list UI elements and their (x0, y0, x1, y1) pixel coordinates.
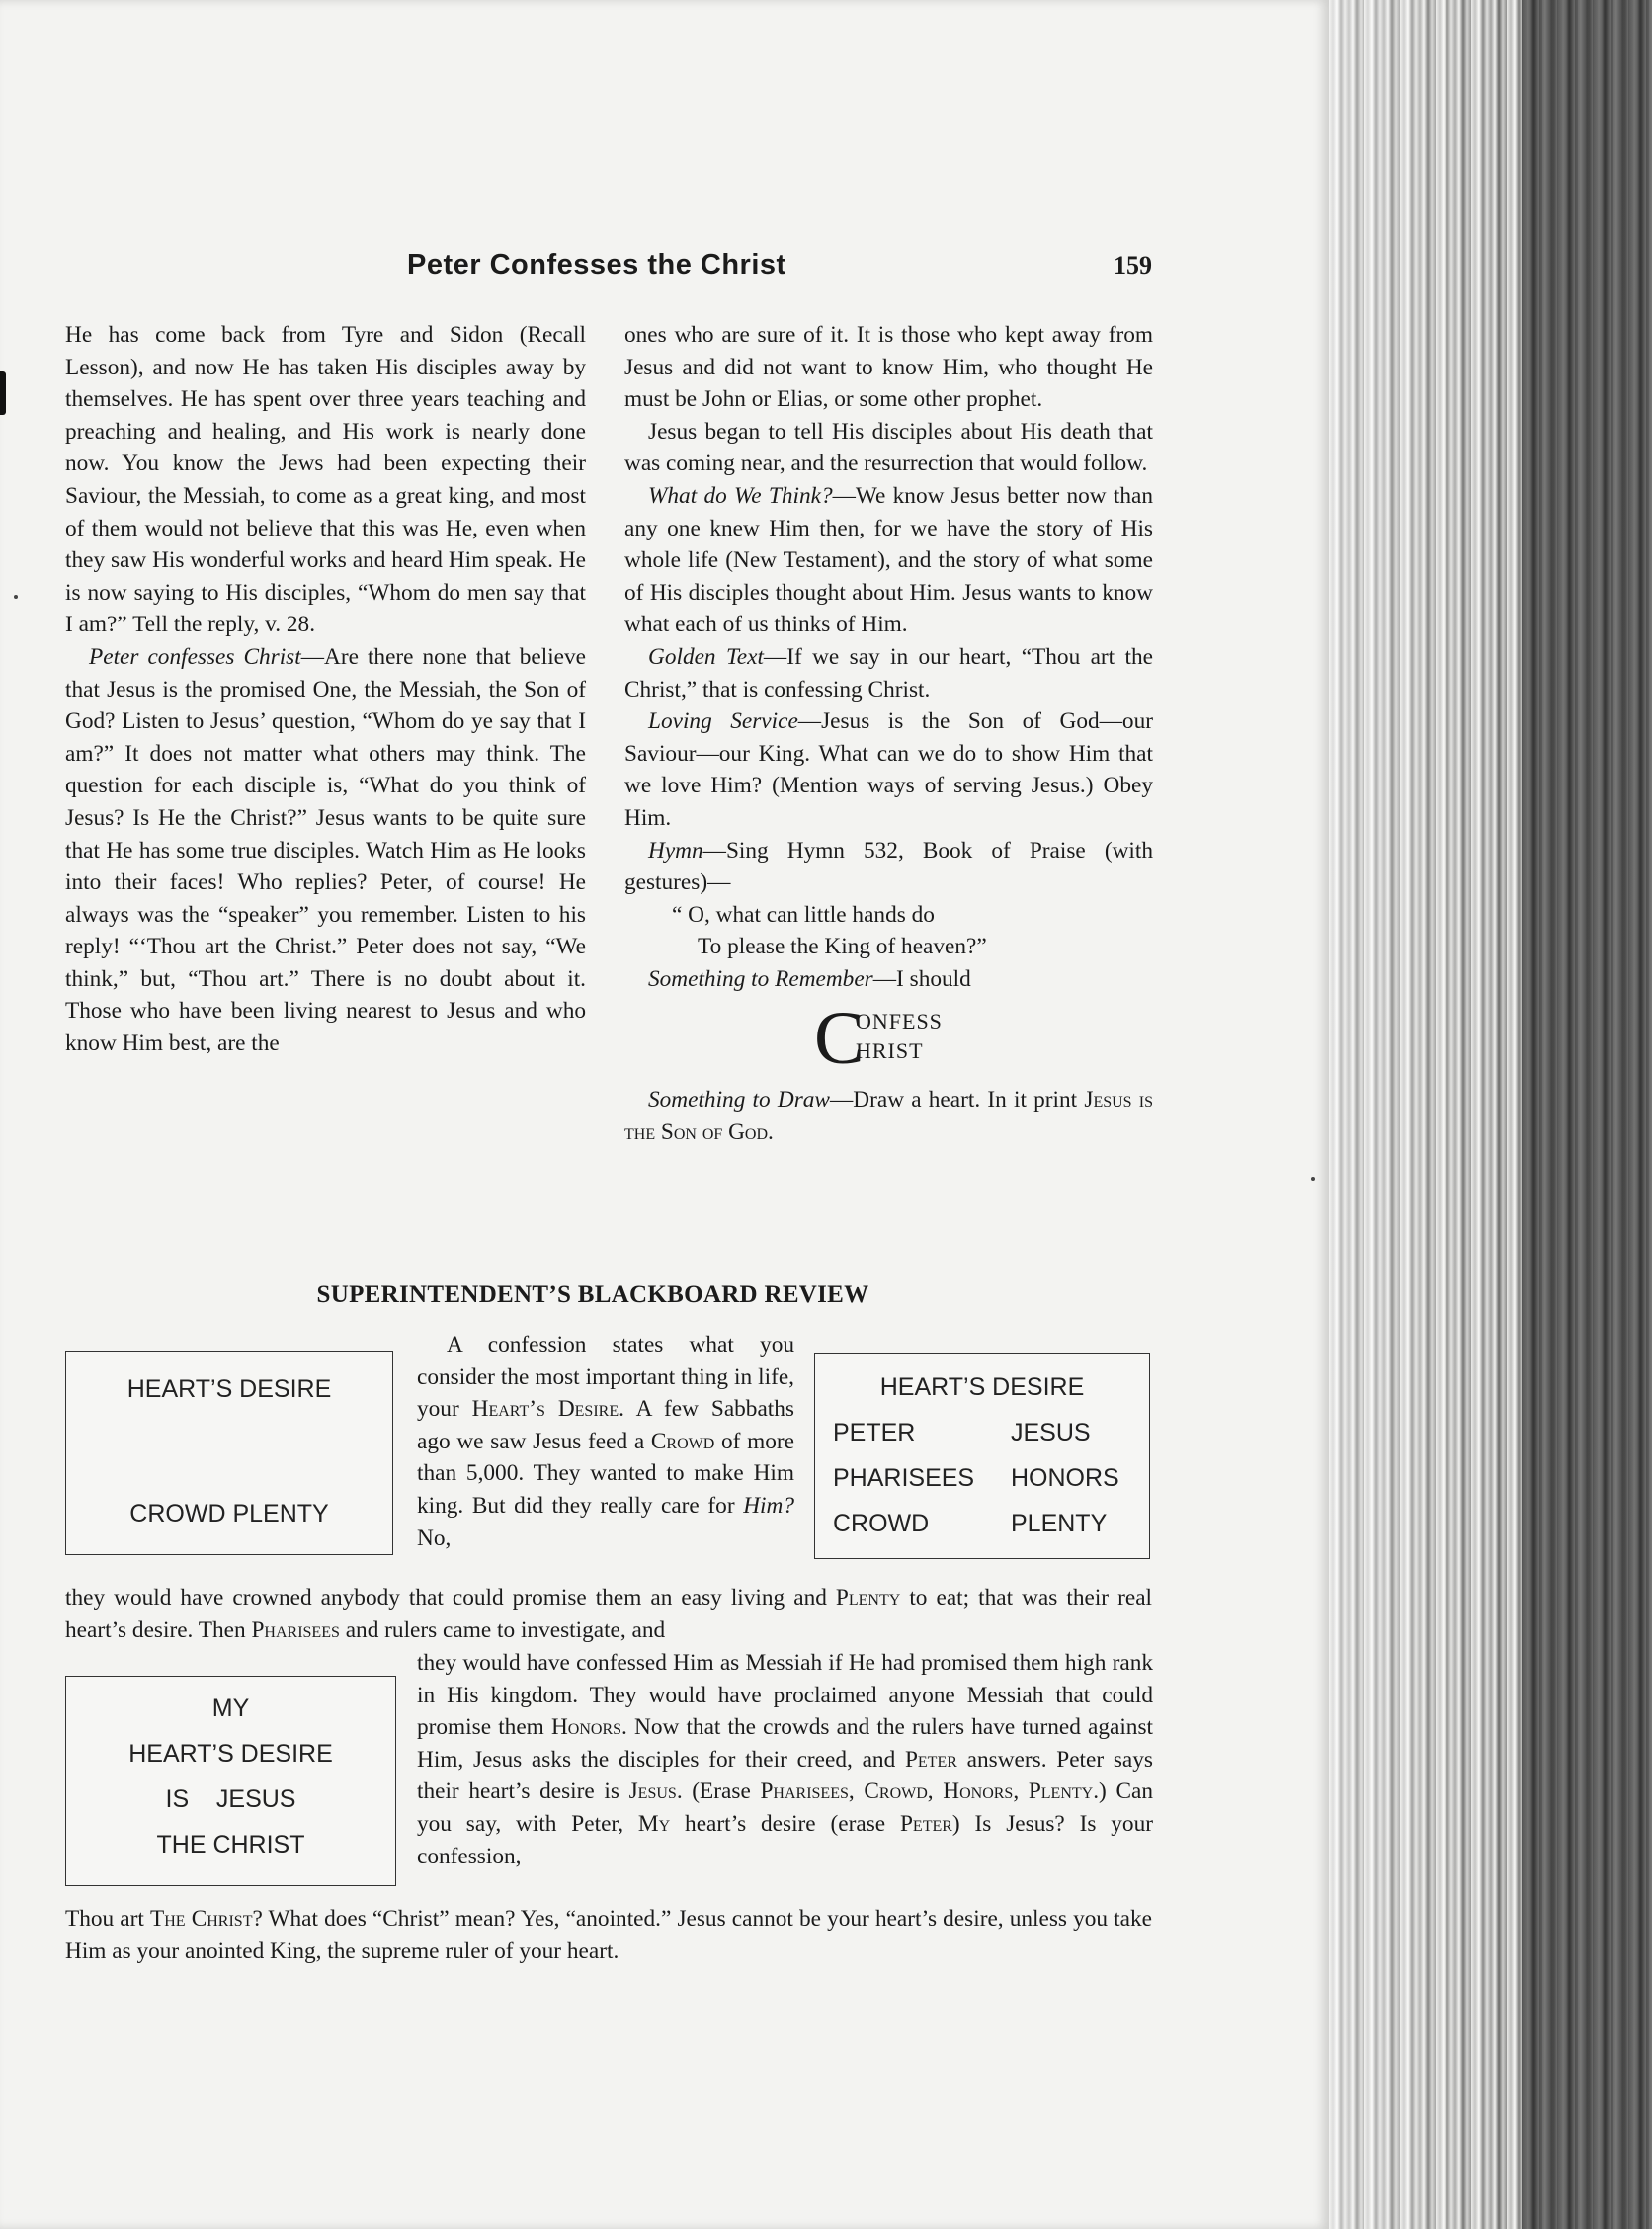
paragraph-text: —We know Jesus better now than any one knew Him then, for we have the story of His whole life (New Testament), and the story of what some of His disciples thought about Him. Jesus wants to know what each of us thinks of Him. (624, 482, 1153, 638)
book-cover-edge (1522, 0, 1652, 2229)
scan-speck (14, 595, 18, 599)
paragraph: ones who are sure of it. It is those who kept away from Jesus and did not want to know Him, who thought He must be John or Elias, or some other prophet. (624, 322, 1153, 413)
blackboard-word: PETER (833, 1419, 916, 1446)
small-caps-text: Jesus (628, 1778, 677, 1805)
section-label: Something to Draw (648, 1087, 830, 1114)
small-caps-text: Heart’s Desire (471, 1396, 620, 1423)
running-header (395, 249, 1186, 289)
section-label: Something to Remember (648, 965, 873, 992)
blackboard-word: PLENTY (1011, 1510, 1108, 1537)
blackboard-title: HEART’S DESIRE (879, 1373, 1085, 1401)
paragraph (417, 1647, 1153, 1872)
blackboard-box-3 (65, 1676, 396, 1886)
text: .) Can you say, with Peter, (417, 1778, 1153, 1837)
text: A confession states what you consider the most important thing in life, your (417, 1332, 794, 1423)
binding-mark (0, 372, 6, 415)
blackboard-text: HEART’S DESIRE (126, 1375, 332, 1403)
text: heart’s desire (erase (670, 1810, 900, 1837)
paragraph-text: —If we say in our heart, “Thou art the Christ,” that is confessing Christ. (624, 643, 1153, 702)
page-edge-shading (1329, 0, 1527, 2229)
paragraph-text: —Are there none that believe that Jesus is the promised One, the Messiah, the Son of God? Listen to Jesus’ question, “Whom do ye say that I am?” It does not matter what others may think. The question for each disciple is, “What do you think of Jesus? Is He the Christ?” Jesus wants to be quite sure that He has some true disciples. Watch Him as He looks into their faces! Who replies? Peter, of course! He always was the “speaker” you remember. Listen to his reply! “‘Thou art the Christ.” Peter does not say, “We think,” but, “Thou art.” There is no doubt about it. Those who have been living nearest to Jesus and who know Him best, are the (65, 643, 586, 1057)
paragraph-golden-text (624, 641, 1153, 705)
blackboard-word: JESUS (1011, 1419, 1091, 1446)
section-label: Peter confesses Christ (89, 643, 301, 670)
text: . A few Sabbaths ago we saw Jesus feed a (417, 1396, 794, 1454)
review-paragraph-part-4 (65, 1903, 1152, 1967)
text: . Now that the crowds and the rulers have turned against Him, Jesus asks the disciples for their creed, and (417, 1714, 1153, 1773)
review-paragraph-part-2 (65, 1582, 1152, 1646)
section-label: Loving Service (648, 708, 798, 735)
paragraph (65, 1582, 1152, 1646)
blackboard-word: PHARISEES (833, 1464, 975, 1492)
text: answers. Peter says their heart’s desire is (417, 1746, 1153, 1805)
right-column (624, 319, 1153, 1149)
paragraph-text: —Draw a heart. In it print (829, 1087, 1085, 1114)
section-label: Golden Text (648, 643, 764, 670)
paragraph-something-to-remember (624, 963, 1153, 996)
text: ) Is Jesus? Is your confession, (417, 1810, 1153, 1869)
small-caps-text: Peter (899, 1810, 952, 1837)
large-initial: C (814, 997, 865, 1081)
blackboard-text: CROWD PLENTY (129, 1500, 329, 1527)
paragraph-hymn (624, 835, 1153, 899)
text: they would have crowned anybody that could promise them an easy living and (65, 1585, 836, 1610)
paragraph: Jesus began to tell His disciples about His death that was coming near, and the resurrection that would follow. (624, 418, 1153, 477)
left-column (65, 319, 586, 1060)
italic-text: Him? (743, 1492, 794, 1519)
section-label: What do We Think? (648, 482, 833, 509)
text: and rulers came to investigate, and (339, 1616, 666, 1643)
small-caps-text: Jesus is the Son of God (624, 1087, 1154, 1146)
paragraph-peter-confesses (65, 641, 586, 1060)
section-label: Hymn (648, 837, 703, 864)
small-caps-text: Crowd (650, 1428, 715, 1454)
blackboard-text: HEART’S DESIRE (128, 1740, 333, 1768)
blackboard-box-2 (814, 1353, 1150, 1559)
review-heading: SUPERINTENDENT’S BLACKBOARD REVIEW (316, 1281, 869, 1308)
small-caps-text: Pharisees, Crowd, Honors, Plenty (760, 1778, 1094, 1805)
paragraph-loving-service (624, 705, 1153, 834)
paragraph (65, 1903, 1152, 1967)
blackboard-word: CROWD (833, 1510, 930, 1537)
review-paragraph-part-1 (417, 1329, 794, 1554)
small-caps-text: My (637, 1810, 671, 1837)
blackboard-box-1 (65, 1351, 393, 1555)
small-caps-text: Honors (550, 1714, 622, 1741)
scan-speck (1311, 1177, 1315, 1181)
paragraph (417, 1329, 794, 1554)
small-caps-text: The Christ (150, 1906, 253, 1932)
text: of more than 5,000. They wanted to make Him king. But did they really care for (417, 1428, 794, 1519)
blackboard-text: MY (211, 1694, 250, 1722)
paragraph-what-do-we-think (624, 480, 1153, 641)
paragraph: He has come back from Tyre and Sidon (Recall Lesson), and now He has taken His disciples away by themselves. He has spent over three years teaching and preaching and healing, and His work is nearly done now. You know the Jews had been expecting their Saviour, the Messiah, to come as a great king, and most of them would not believe that this was He, even when they saw His wonderful works and heard Him speak. He is now saying to His disciples, “Whom do men say that I am?” Tell the reply, v. 28. (65, 322, 586, 638)
blackboard-text: THE CHRIST (156, 1831, 305, 1858)
text: Thou art (65, 1906, 151, 1932)
blackboard-text: IS JESUS (165, 1785, 296, 1813)
small-caps-text: Plenty (835, 1585, 901, 1610)
paragraph-text: —I should (872, 965, 971, 992)
motto-word: ONFESS (856, 1009, 943, 1034)
punctuation: . (768, 1119, 774, 1146)
small-caps-text: Pharisees (251, 1616, 340, 1643)
page-number: 159 (1114, 251, 1152, 280)
confess-christ-motto (624, 997, 1153, 1081)
small-caps-text: Peter (904, 1746, 957, 1773)
verse-line: “ O, what can little hands do (672, 901, 935, 928)
text: . (Erase (676, 1778, 761, 1805)
review-paragraph-part-3 (417, 1647, 1153, 1872)
verse-line: To please the King of heaven?” (698, 934, 987, 960)
paragraph-text: —Sing Hymn 532, Book of Praise (with gestures)— (624, 837, 1153, 896)
text: to eat; that was their real heart’s desire. Then (65, 1585, 1153, 1643)
hymn-verse (624, 899, 1153, 963)
page-title: Peter Confesses the Christ (407, 249, 786, 281)
paragraph-text: —Jesus is the Son of God—our Saviour—our King. What can we do to show Him that we love Him? (Mention ways of serving Jesus.) Obey Him. (624, 708, 1153, 831)
motto-word: HRIST (856, 1038, 924, 1064)
text: No, (417, 1525, 452, 1551)
text: ? What does “Christ” mean? Yes, “anointed.” Jesus cannot be your heart’s desire, unless you take Him as your anointed King, the supreme ruler of your heart. (65, 1906, 1152, 1964)
paragraph-something-to-draw (624, 1084, 1153, 1148)
blackboard-word: HONORS (1011, 1464, 1119, 1492)
text: they would have confessed Him as Messiah if He had promised them high rank in His kingdom. They would have proclaimed anyone Messiah that could promise them (417, 1650, 1153, 1741)
